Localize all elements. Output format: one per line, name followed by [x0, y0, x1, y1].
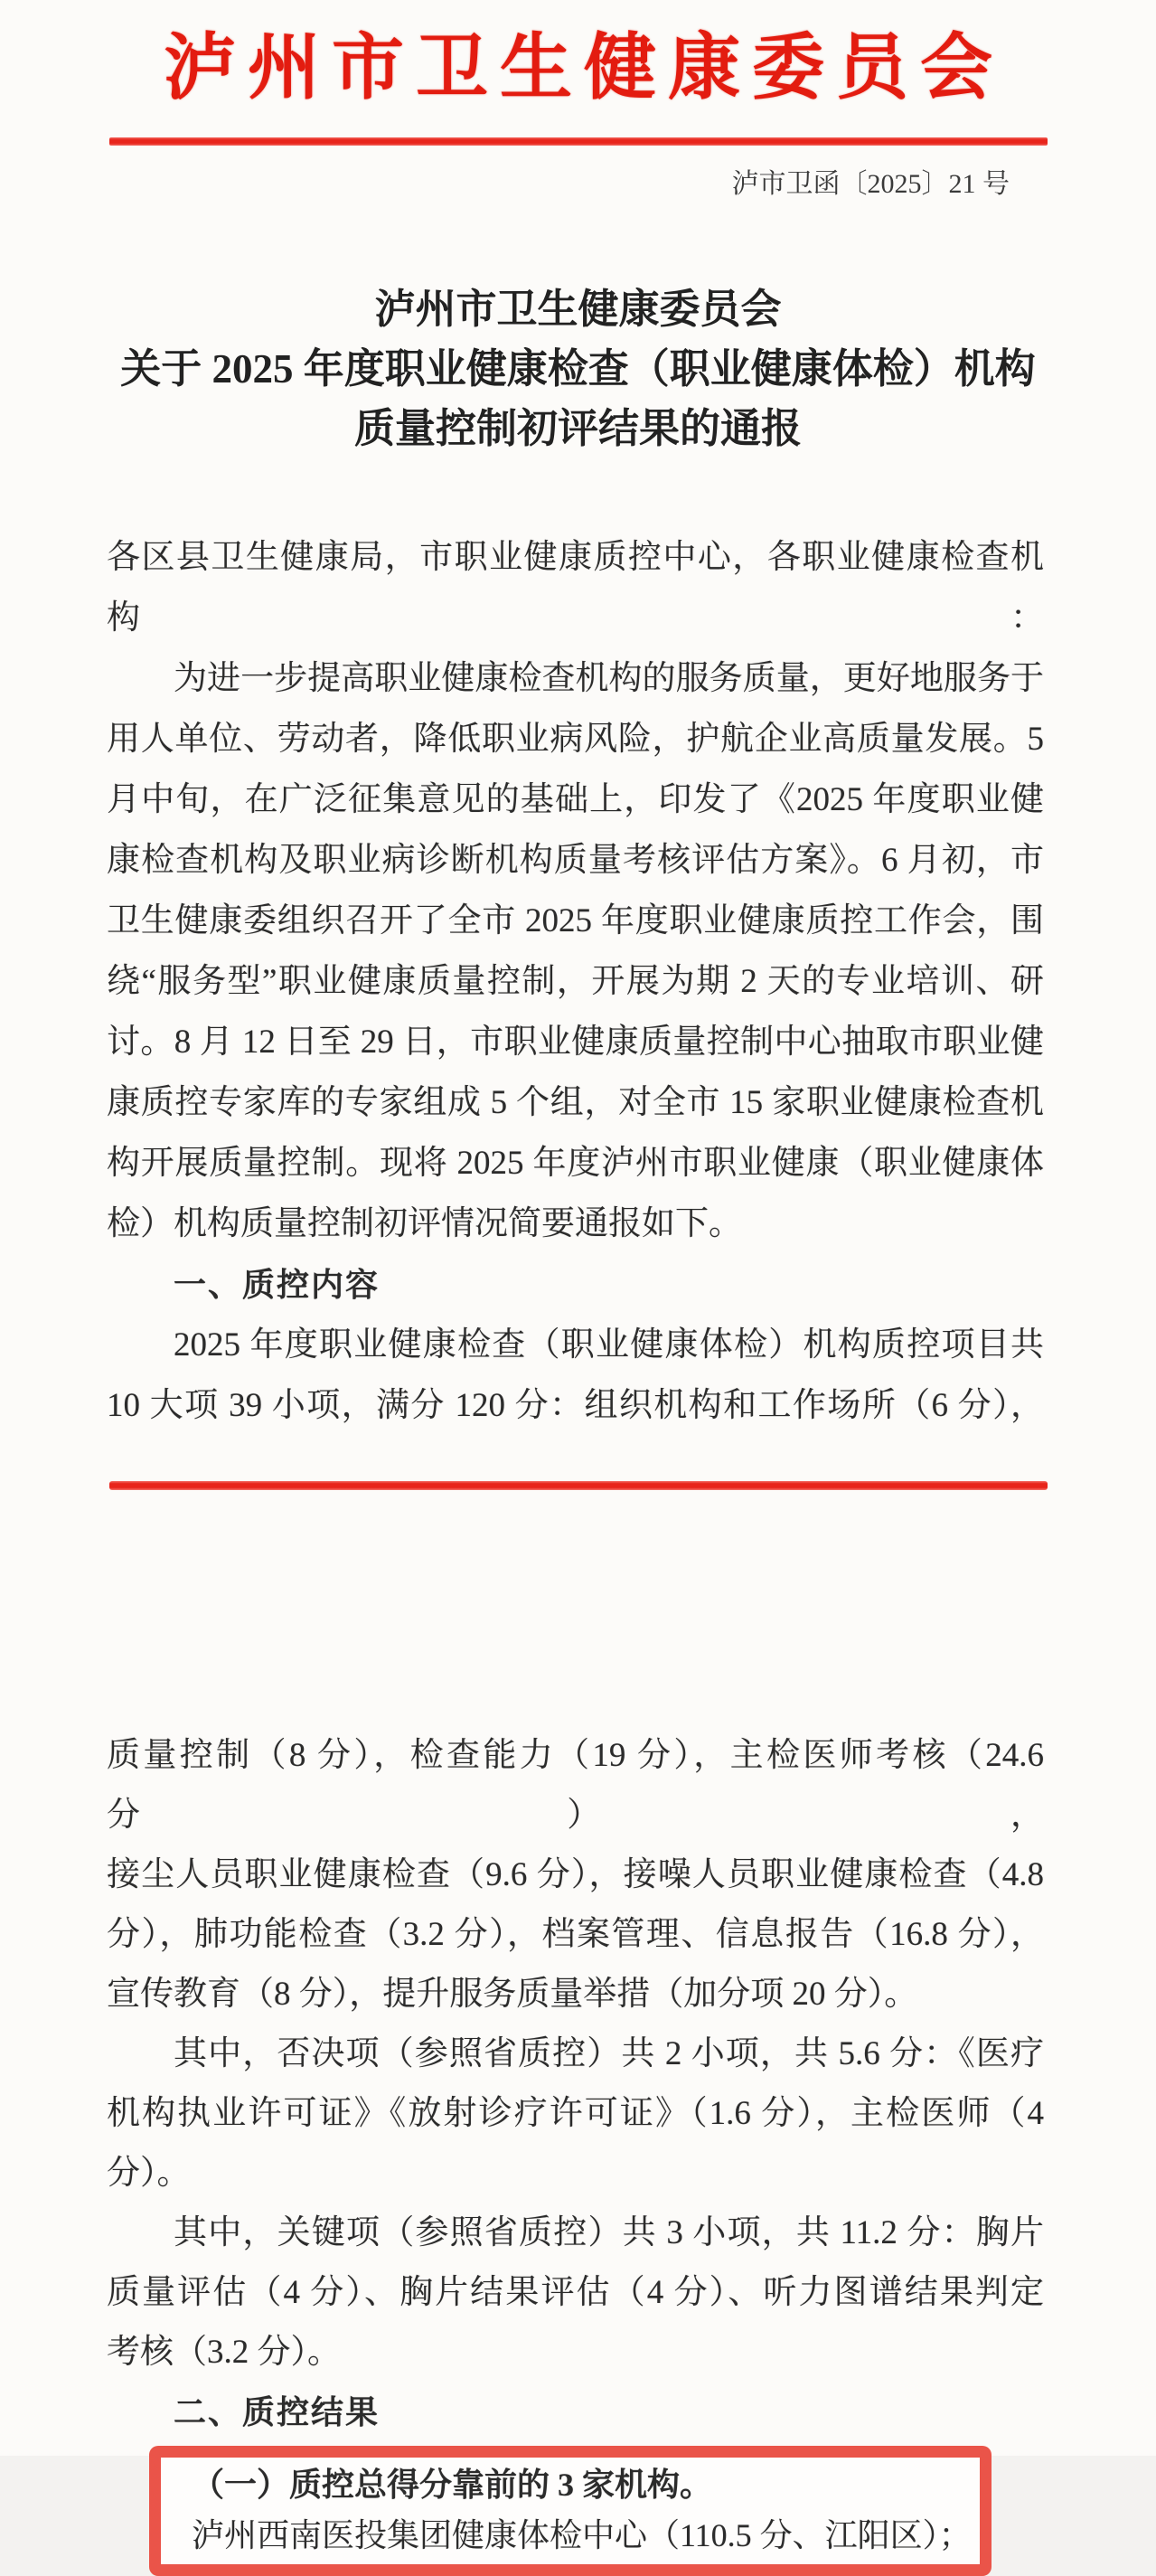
text-line: 绕“服务型”职业健康质量控制，开展为期 2 天的专业培训、研 [107, 963, 1044, 1000]
text-line: 卫生健康委组织召开了全市 2025 年度职业健康质控工作会，围 [107, 902, 1044, 939]
text-line: 康质控专家库的专家组成 5 个组，对全市 15 家职业健康检查机 [107, 1084, 1044, 1121]
text-line: 月中旬，在广泛征集意见的基础上，印发了《2025 年度职业健 [107, 781, 1044, 818]
doc-title-line-2: 关于 2025 年度职业健康检查（职业健康体检）机构 [120, 346, 1036, 392]
text-line: 康检查机构及职业病诊断机构质量考核评估方案》。6 月初，市 [107, 842, 1044, 879]
text-line: 质量评估（4 分）、胸片结果评估（4 分）、听力图谱结果判定 [107, 2274, 1044, 2311]
page-separator-line [109, 1481, 1048, 1490]
highlight-box [149, 2446, 992, 2576]
text-line: 讨。8 月 12 日至 29 日，市职业健康质量控制中心抽取市职业健 [107, 1024, 1044, 1061]
agency-letterhead: 泸州市卫生健康委员会 [164, 29, 1004, 109]
text-line: 检）机构质量控制初评情况简要通报如下。 [107, 1205, 742, 1242]
section-heading-qc-content: 一、质控内容 [174, 1266, 381, 1303]
doc-title-line-3: 质量控制初评结果的通报 [353, 406, 802, 451]
text-line: 质量控制（8 分），检查能力（19 分），主检医师考核（24.6 分）， [107, 1737, 1044, 1834]
text-line: 宣传教育（8 分），提升服务质量举措（加分项 20 分）。 [107, 1976, 918, 2013]
text-line: 其中，否决项（参照省质控）共 2 小项，共 5.6 分：《医疗 [174, 2035, 1044, 2072]
text-line: 分），肺功能检查（3.2 分），档案管理、信息报告（16.8 分）， [107, 1916, 1044, 1953]
text-line: 为进一步提高职业健康检查机构的服务质量，更好地服务于 [174, 660, 1044, 697]
doc-title-line-1: 泸州市卫生健康委员会 [374, 287, 782, 332]
doc-number: 泸市卫函〔2025〕21 号 [731, 169, 1010, 199]
text-line: 接尘人员职业健康检查（9.6 分），接噪人员职业健康检查（4.8 [107, 1856, 1044, 1893]
text-line: 机构执业许可证》《放射诊疗许可证》（1.6 分），主检医师（4 [107, 2095, 1044, 2132]
salutation-line: 各区县卫生健康局，市职业健康质控中心，各职业健康检查机构： [107, 539, 1044, 637]
text-line: 用人单位、劳动者，降低职业病风险，护航企业高质量发展。5 [107, 721, 1044, 758]
page2-body [0, 1726, 1156, 2442]
page1-body [0, 527, 1156, 1436]
section-heading-qc-results: 二、质控结果 [174, 2393, 381, 2430]
text-line: 10 大项 39 小项，满分 120 分：组织机构和工作场所（6 分）， [107, 1387, 1044, 1424]
text-line: 考核（3.2 分）。 [107, 2334, 341, 2371]
highlight-heading-top3: （一）质控总得分靠前的 3 家机构。 [192, 2467, 713, 2503]
letterhead-divider-line [109, 137, 1048, 146]
text-line: 2025 年度职业健康检查（职业健康体检）机构质控项目共 [174, 1326, 1044, 1363]
text-line: 构开展质量控制。现将 2025 年度泸州市职业健康（职业健康体 [107, 1145, 1044, 1182]
highlight-org-rank1: 泸州西南医投集团健康体检中心（110.5 分、江阳区）； [192, 2517, 972, 2553]
doc-title [0, 279, 1156, 458]
text-line: 其中，关键项（参照省质控）共 3 小项，共 11.2 分：胸片 [174, 2214, 1044, 2251]
text-line: 分）。 [107, 2155, 191, 2192]
